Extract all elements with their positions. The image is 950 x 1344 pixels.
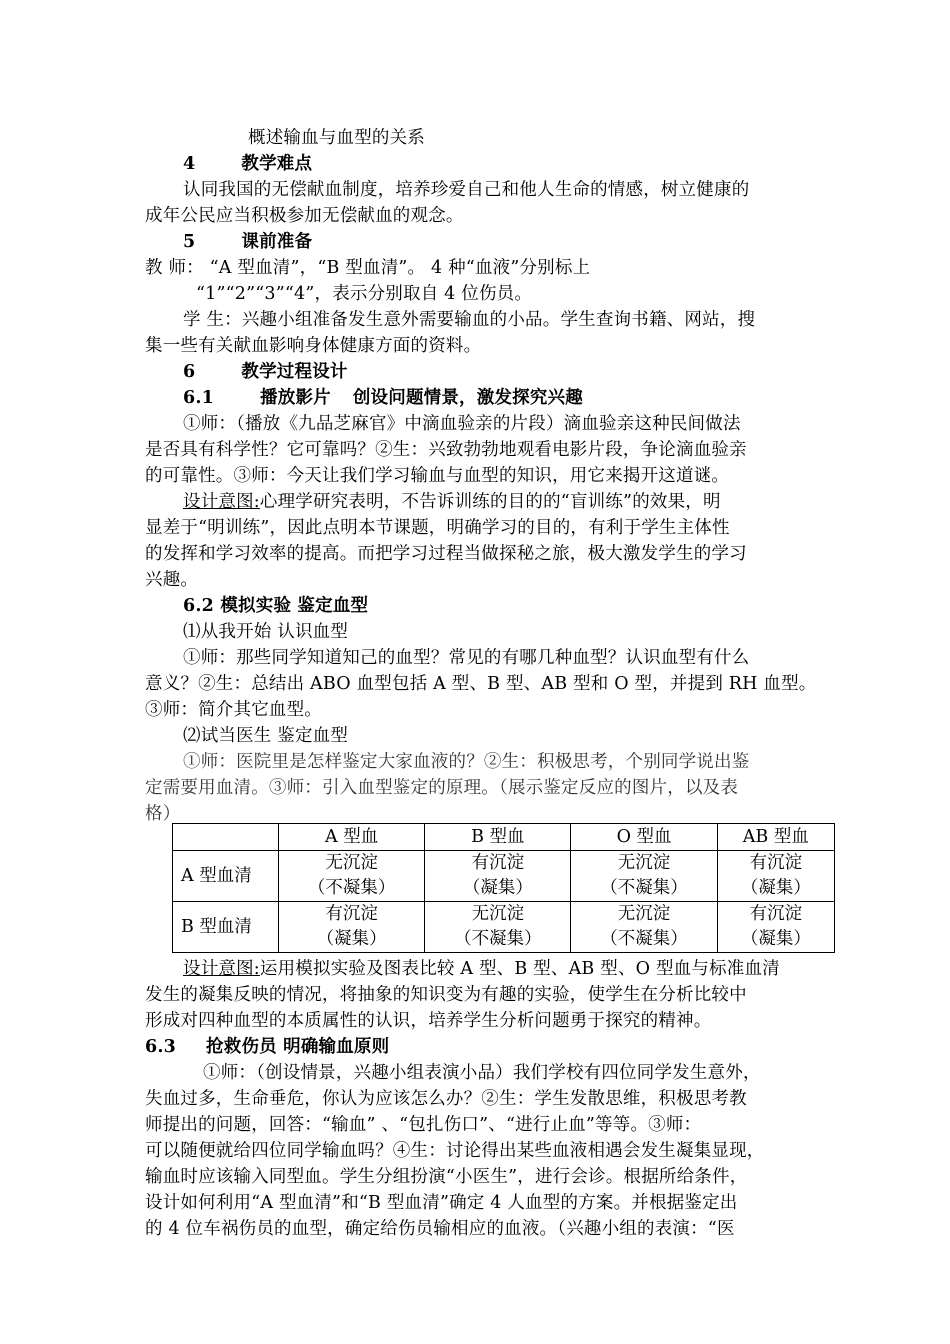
table-cell — [571, 851, 717, 902]
paragraph-line: 定需要用血清。③师：引入血型鉴定的原理。（展示鉴定反应的图片，以及表 — [145, 778, 739, 798]
table-row — [173, 902, 835, 953]
section-title: 课前准备 — [241, 232, 313, 252]
text-line: 概述输血与血型的关系 — [248, 128, 425, 148]
section-number: 4 — [183, 154, 196, 174]
paragraph-line: 发生的凝集反映的情况，将抽象的知识变为有趣的实验，使学生在分析比较中 — [145, 985, 747, 1005]
section-title: 播放影片 — [260, 388, 331, 408]
section-heading-6-1 — [183, 385, 843, 411]
design-intent-text: 运用模拟实验及图表比较 A 型、B 型、AB 型、O 型血与标准血清 — [259, 959, 780, 979]
table-header-cell: B 型血 — [425, 824, 571, 851]
subsection-heading: ⑵试当医生 鉴定血型 — [183, 726, 349, 746]
section-subtitle: 创设问题情景，激发探究兴趣 — [352, 388, 583, 408]
table-cell — [279, 851, 425, 902]
section-heading-5 — [183, 229, 843, 255]
paragraph-line: 兴趣。 — [145, 570, 199, 590]
cell-line: 有沉淀 — [325, 904, 378, 924]
paragraph-line: 的 4 位车祸伤员的血型，确定给伤员输相应的血液。（兴趣小组的表演：“医 — [145, 1219, 735, 1239]
paragraph-line: 失血过多，生命垂危，你认为应该怎么办？②生：学生发散思维，积极思考教 — [145, 1089, 747, 1109]
section-title: 抢救伤员 明确输血原则 — [206, 1037, 390, 1057]
table-cell — [717, 851, 834, 902]
cell-line: （不凝集） — [454, 929, 542, 949]
cell-line: （凝集） — [462, 878, 533, 898]
paragraph-line: 可以随便就给四位同学输血吗？④生：讨论得出某些血液相遇会发生凝集显现， — [145, 1141, 765, 1161]
paragraph-line: 认同我国的无偿献血制度，培养珍爱自己和他人生命的情感，树立健康的 — [183, 180, 750, 200]
table-row-label: B 型血清 — [173, 902, 279, 953]
subsection-heading: ⑴从我开始 认识血型 — [183, 622, 349, 642]
cell-line: （不凝集） — [600, 878, 688, 898]
table-cell — [425, 902, 571, 953]
cell-line: 无沉淀 — [617, 853, 671, 873]
student-prep-line: 集一些有关献血影响身体健康方面的资料。 — [145, 336, 482, 356]
cell-line: 有沉淀 — [749, 904, 803, 924]
paragraph-line: 形成对四种血型的本质属性的认识，培养学生分析问题勇于探究的精神。 — [145, 1011, 712, 1031]
paragraph-line: 设计如何利用“A 型血清”和“B 型血清”确定 4 人血型的方案。并根据鉴定出 — [145, 1193, 738, 1213]
paragraph-line: 的可靠性。③师：今天让我们学习输血与血型的知识，用它来揭开这道谜。 — [145, 466, 730, 486]
paragraph-line: ①师：那些同学知道知己的血型？常见的有哪几种血型？认识血型有什么 — [183, 648, 750, 668]
design-intent-label: 设计意图: — [183, 492, 260, 512]
table-header-cell: AB 型血 — [717, 824, 834, 851]
section-heading-6-2: 6.2 模拟实验 鉴定血型 — [183, 596, 369, 616]
table-cell — [279, 902, 425, 953]
table-row — [173, 851, 835, 902]
cell-line: 有沉淀 — [749, 853, 803, 873]
design-intent-line — [183, 489, 843, 515]
design-intent-line — [183, 956, 843, 982]
table-row-label: A 型血清 — [173, 851, 279, 902]
cell-line: （凝集） — [740, 929, 811, 949]
paragraph-line: 格） — [145, 804, 181, 824]
paragraph-line: ③师：简介其它血型。 — [145, 700, 322, 720]
table-cell — [425, 851, 571, 902]
section-heading-6-3 — [145, 1034, 805, 1060]
cell-line: 有沉淀 — [471, 853, 525, 873]
table-cell — [571, 902, 717, 953]
section-title: 教学过程设计 — [241, 362, 348, 382]
paragraph-line: ①师：（创设情景，兴趣小组表演小品）我们学校有四位同学发生意外， — [203, 1063, 761, 1083]
paragraph-line: 成年公民应当积极参加无偿献血的观念。 — [145, 206, 464, 226]
paragraph-line: ①师：医院里是怎样鉴定大家血液的？②生：积极思考，个别同学说出鉴 — [183, 752, 750, 772]
paragraph-line: 输血时应该输入同型血。学生分组扮演“小医生”，进行会诊。根据所给条件， — [145, 1167, 748, 1187]
student-prep-line: 学 生：兴趣小组准备发生意外需要输血的小品。学生查询书籍、网站，搜 — [183, 310, 756, 330]
table-cell — [717, 902, 834, 953]
section-number: 6.1 — [183, 388, 215, 408]
cell-line: （凝集） — [740, 878, 811, 898]
section-heading-4 — [183, 151, 843, 177]
table-header-cell: A 型血 — [279, 824, 425, 851]
cell-line: 无沉淀 — [325, 853, 378, 873]
table-header-row — [173, 824, 835, 851]
cell-line: 无沉淀 — [617, 904, 671, 924]
section-heading-6 — [183, 359, 843, 385]
section-number: 6 — [183, 362, 196, 382]
design-intent-text: 心理学研究表明，不告诉训练的目的的“盲训练”的效果，明 — [259, 492, 721, 512]
teacher-prep-line: 教 师： “A 型血清”，“B 型血清”。 4 种“血液”分别标上 — [145, 258, 591, 278]
cell-line: （凝集） — [316, 929, 387, 949]
paragraph-line: 显差于“明训练”，因此点明本节课题，明确学习的目的，有利于学生主体性 — [145, 518, 730, 538]
design-intent-label: 设计意图: — [183, 959, 260, 979]
cell-line: （不凝集） — [600, 929, 688, 949]
section-title: 教学难点 — [241, 154, 313, 174]
paragraph-line: 意义？②生：总结出 ABO 血型包括 A 型、B 型、AB 型和 O 型，并提到 RH 血型。 — [145, 674, 817, 694]
cell-line: （不凝集） — [307, 878, 396, 898]
teacher-prep-line: “1”“2”“3”“4”，表示分别取自 4 位伤员。 — [196, 284, 533, 304]
paragraph-line: 是否具有科学性？它可靠吗？②生：兴致勃勃地观看电影片段，争论滴血验亲 — [145, 440, 747, 460]
section-number: 5 — [183, 232, 196, 252]
blood-type-table — [172, 823, 835, 953]
paragraph-line: ①师：（播放《九品芝麻官》中滴血验亲的片段）滴血验亲这种民间做法 — [183, 414, 741, 434]
table-header-cell: O 型血 — [571, 824, 717, 851]
table-header-cell — [173, 824, 279, 851]
section-number: 6.3 — [145, 1037, 177, 1057]
paragraph-line: 师提出的问题，回答：“输血” 、“包扎伤口”、“进行止血”等等。③师： — [145, 1115, 702, 1135]
cell-line: 无沉淀 — [471, 904, 525, 924]
paragraph-line: 的发挥和学习效率的提高。而把学习过程当做探秘之旅，极大激发学生的学习 — [145, 544, 747, 564]
